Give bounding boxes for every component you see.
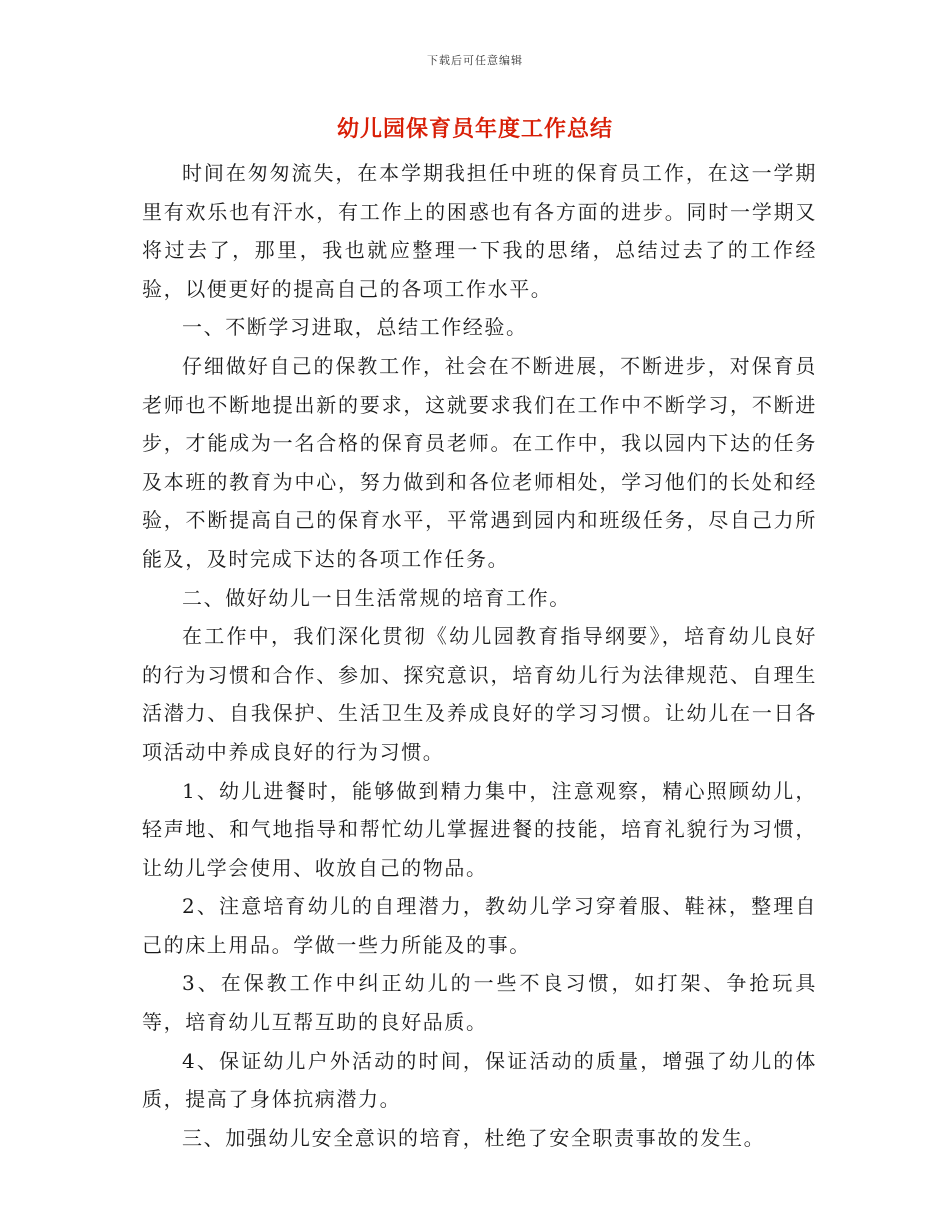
document-title: 幼儿园保育员年度工作总结 [336, 116, 613, 142]
paragraph-section-1: 仔细做好自己的保教工作，社会在不断进展，不断进步，对保育员老师也不断地提出新的要求，这就要求我们在工作中不断学习，不断进步，才能成为一名合格的保育员老师。在工作中，我以园内下达的任务及本班的教育为中心，努力做到和各位老师相处，学习他们的长处和经验，不断提高自己的保育水平，平常遇到园内和班级任务，尽自己力所能及，及时完成下达的各项工作任务。 [142, 353, 817, 571]
paragraph-section-2: 在工作中，我们深化贯彻《幼儿园教育指导纲要》，培育幼儿良好的行为习惯和合作、参加、探究意识，培育幼儿行为法律规范、自理生活潜力、自我保护、生活卫生及养成良好的学习习惯。让幼儿在一日各项活动中养成良好的行为习惯。 [142, 624, 817, 764]
list-item-1: 1、幼儿进餐时，能够做到精力集中，注意观察，精心照顾幼儿，轻声地、和气地指导和帮忙幼儿掌握进餐的技能，培育礼貌行为习惯，让幼儿学会使用、收放自己的物品。 [142, 778, 817, 880]
list-item-4: 4、保证幼儿户外活动的时间，保证活动的质量，增强了幼儿的体质，提高了身体抗病潜力。 [142, 1048, 817, 1112]
section-heading-1: 一、不断学习进取，总结工作经验。 [182, 315, 528, 340]
header-note: 下载后可任意编辑 [427, 54, 523, 67]
document-body [142, 154, 817, 1157]
paragraph-intro: 时间在匆匆流失，在本学期我担任中班的保育员工作，在这一学期里有欢乐也有汗水，有工作上的困惑也有各方面的进步。同时一学期又将过去了，那里，我也就应整理一下我的思绪，总结过去了的工作经验，以便更好的提高自己的各项工作水平。 [142, 161, 817, 301]
list-item-3: 3、在保教工作中纠正幼儿的一些不良习惯，如打架、争抢玩具等，培育幼儿互帮互助的良好品质。 [142, 971, 817, 1035]
list-item-2: 2、注意培育幼儿的自理潜力，教幼儿学习穿着服、鞋袜，整理自己的床上用品。学做一些力所能及的事。 [142, 894, 817, 957]
section-heading-3: 三、加强幼儿安全意识的培育，杜绝了安全职责事故的发生。 [182, 1125, 766, 1150]
section-heading-2: 二、做好幼儿一日生活常规的培育工作。 [182, 585, 571, 610]
